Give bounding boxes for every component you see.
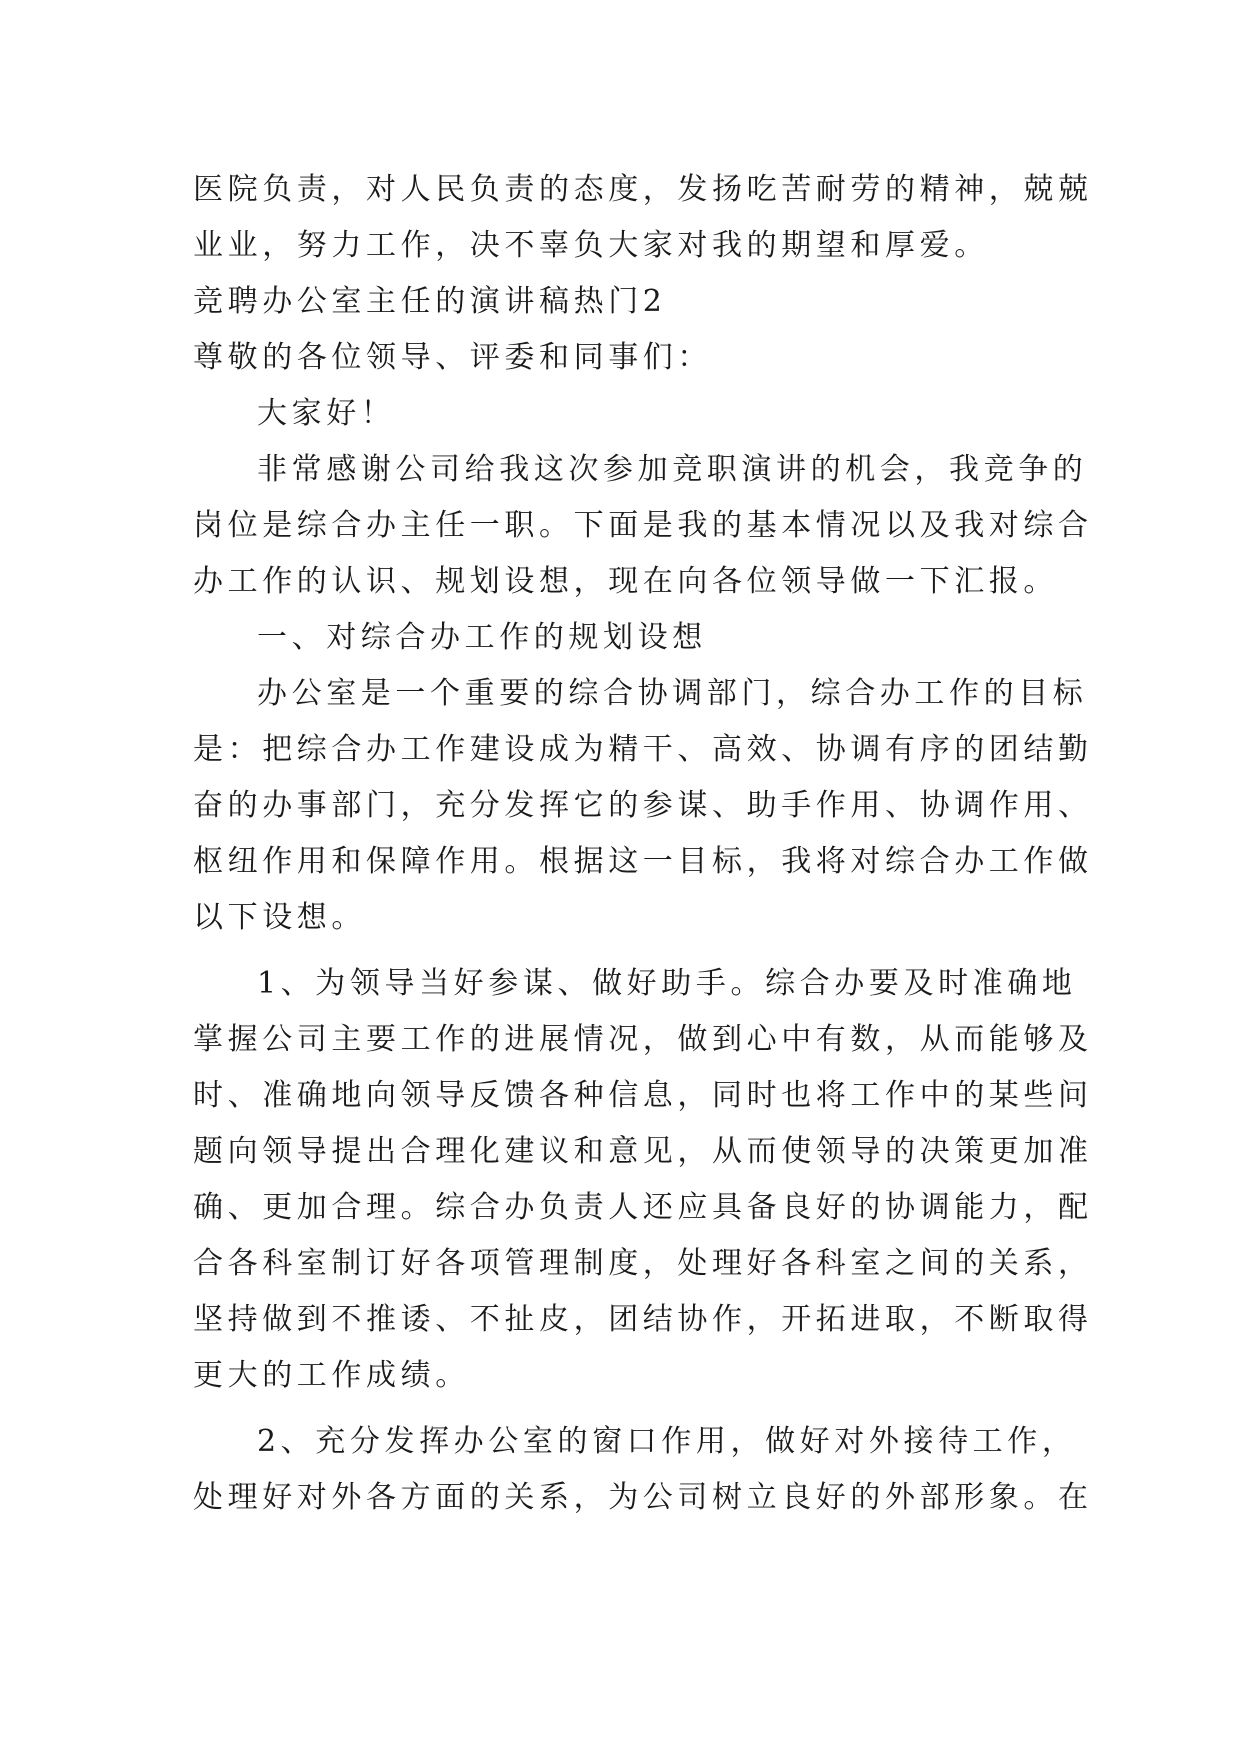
- text-line: 是：把综合办工作建设成为精干、高效、协调有序的团结勤: [193, 732, 1093, 767]
- text-line: 掌握公司主要工作的进展情况，做到心中有数，从而能够及: [193, 1022, 1093, 1057]
- text-line: 题向领导提出合理化建议和意见，从而使领导的决策更加准: [193, 1134, 1093, 1169]
- text-line: 一、对综合办工作的规划设想: [257, 620, 707, 655]
- text-line: 时、准确地向领导反馈各种信息，同时也将工作中的某些问: [193, 1078, 1093, 1113]
- text-line: 尊敬的各位领导、评委和同事们：: [193, 340, 712, 375]
- text-line: 办工作的认识、规划设想，现在向各位领导做一下汇报。: [193, 564, 1058, 599]
- text-line: 办公室是一个重要的综合协调部门，综合办工作的目标: [257, 676, 1088, 711]
- document-body: [193, 162, 1093, 1526]
- text-line: 奋的办事部门，充分发挥它的参谋、助手作用、协调作用、: [193, 788, 1093, 823]
- text-line: 2、充分发挥办公室的窗口作用，做好对外接待工作，: [257, 1424, 1077, 1459]
- text-line: 确、更加合理。综合办负责人还应具备良好的协调能力，配: [193, 1190, 1093, 1225]
- text-line: 业业，努力工作，决不辜负大家对我的期望和厚爱。: [193, 228, 989, 263]
- text-line: 处理好对外各方面的关系，为公司树立良好的外部形象。在: [193, 1480, 1093, 1515]
- text-line: 1、为领导当好参谋、做好助手。综合办要及时准确地: [257, 966, 1077, 1001]
- text-line: 坚持做到不推诿、不扯皮，团结协作，开拓进取，不断取得: [193, 1302, 1093, 1337]
- text-line: 岗位是综合办主任一职。下面是我的基本情况以及我对综合: [193, 508, 1093, 543]
- text-line: 以下设想。: [193, 900, 366, 935]
- text-line: 大家好！: [257, 396, 396, 431]
- text-line: 合各科室制订好各项管理制度，处理好各科室之间的关系，: [193, 1246, 1093, 1281]
- text-line: 非常感谢公司给我这次参加竞职演讲的机会，我竞争的: [257, 452, 1088, 487]
- text-line: 竞聘办公室主任的演讲稿热门2: [193, 284, 667, 319]
- text-line: 枢纽作用和保障作用。根据这一目标，我将对综合办工作做: [193, 844, 1093, 879]
- text-line: 更大的工作成绩。: [193, 1358, 470, 1393]
- text-line: 医院负责，对人民负责的态度，发扬吃苦耐劳的精神，兢兢: [193, 172, 1093, 207]
